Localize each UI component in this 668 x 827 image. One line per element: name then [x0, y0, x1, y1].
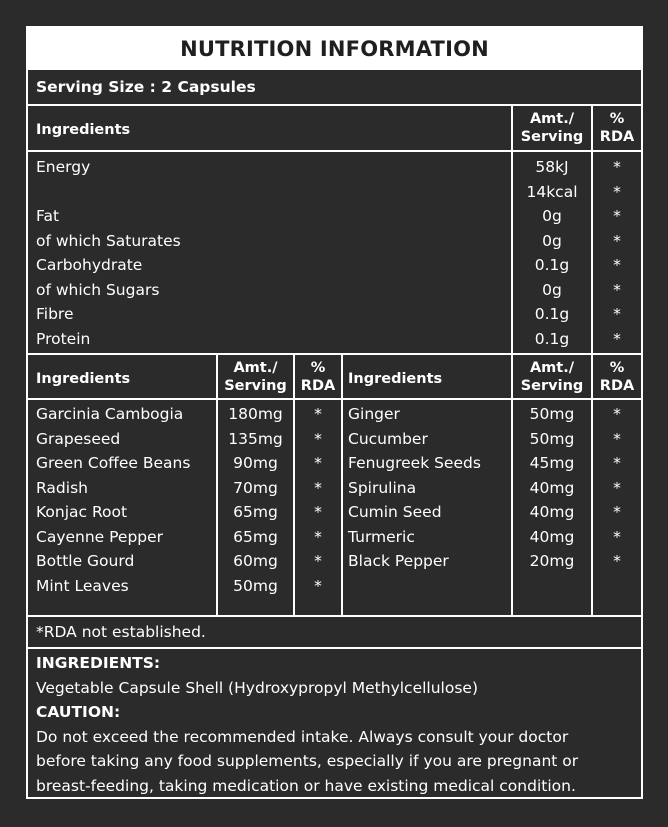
- nutrient-rda: [593, 155, 641, 351]
- list-item: *: [613, 552, 621, 570]
- list-item: *: [314, 527, 322, 546]
- divider: [28, 104, 641, 106]
- list-item: Cumin Seed: [348, 503, 442, 521]
- list-item: *: [613, 454, 621, 472]
- list-item: *: [613, 256, 621, 274]
- list-item: *: [314, 478, 322, 497]
- nutrition-label: [26, 26, 643, 799]
- list-item: *: [613, 429, 621, 448]
- divider: [28, 398, 641, 400]
- list-item: *: [314, 576, 322, 595]
- list-item: Cayenne Pepper: [36, 527, 164, 546]
- caution-heading: CAUTION:: [36, 703, 121, 721]
- list-item: 60mg: [233, 552, 278, 570]
- list-item: Black Pepper: [348, 552, 449, 570]
- ingredients-text: Vegetable Capsule Shell (Hydroxypropyl Methylcellulose): [36, 678, 478, 697]
- list-item: *: [613, 158, 621, 176]
- list-item: 0.1g: [534, 256, 570, 274]
- list-item: *: [314, 503, 322, 521]
- list-item: Bottle Gourd: [36, 552, 135, 570]
- list-item: *: [314, 429, 322, 448]
- list-item: *: [613, 231, 621, 250]
- ingredients-caution-block: [36, 651, 636, 798]
- rda-note: *RDA not established.: [36, 623, 206, 641]
- list-item: Ginger: [348, 405, 400, 423]
- list-item: Energy: [36, 158, 91, 176]
- list-item: Fibre: [36, 305, 74, 323]
- list-item: Turmeric: [348, 527, 415, 546]
- list-item: *: [613, 207, 621, 225]
- amount-header: Amt./ Serving: [224, 360, 287, 394]
- left-ingredient-names: [36, 402, 214, 598]
- nutrient-amounts: [513, 155, 591, 351]
- list-item: 50mg: [529, 429, 575, 448]
- list-item: 65mg: [233, 503, 278, 521]
- list-item: 0g: [542, 231, 562, 250]
- list-item: Fat: [36, 207, 60, 225]
- caution-line: breast-feeding, taking medication or have existing medical condition.: [36, 776, 576, 795]
- rda-header: % RDA: [300, 360, 336, 394]
- list-item: [36, 180, 506, 205]
- divider: [28, 353, 641, 355]
- list-item: *: [613, 329, 621, 348]
- list-item: *: [613, 182, 621, 201]
- list-item: 65mg: [233, 527, 278, 546]
- list-item: of which Saturates: [36, 231, 181, 250]
- right-ingredient-names: [348, 402, 508, 574]
- list-item: 50mg: [233, 576, 278, 595]
- ingredients-heading: INGREDIENTS:: [36, 654, 161, 672]
- list-item: *: [613, 527, 621, 546]
- list-item: 90mg: [233, 454, 278, 472]
- right-ingredient-amounts: [513, 402, 591, 574]
- list-item: 70mg: [233, 478, 278, 497]
- serving-size: Serving Size : 2 Capsules: [36, 78, 256, 96]
- caution-line: Do not exceed the recommended intake. Always consult your doctor: [36, 727, 569, 746]
- list-item: 14kcal: [526, 182, 578, 201]
- list-item: Grapeseed: [36, 429, 121, 448]
- list-item: Carbohydrate: [36, 256, 143, 274]
- list-item: 50mg: [529, 405, 575, 423]
- list-item: Protein: [36, 329, 91, 348]
- list-item: *: [613, 405, 621, 423]
- list-item: *: [314, 405, 322, 423]
- list-item: *: [613, 305, 621, 323]
- list-item: 0g: [542, 280, 562, 299]
- list-item: *: [613, 280, 621, 299]
- caution-line: before taking any food supplements, especially if you are pregnant or: [36, 752, 579, 770]
- ingredients-header: Ingredients: [36, 371, 131, 387]
- list-item: 40mg: [529, 478, 575, 497]
- list-item: 40mg: [529, 527, 575, 546]
- list-item: 180mg: [228, 405, 283, 423]
- divider: [28, 647, 641, 649]
- amount-header: Amt./ Serving: [520, 360, 584, 394]
- list-item: Konjac Root: [36, 503, 128, 521]
- list-item: Mint Leaves: [36, 576, 129, 595]
- left-ingredient-rda: [295, 402, 341, 598]
- list-item: Spirulina: [348, 478, 417, 497]
- list-item: 0.1g: [534, 305, 570, 323]
- list-item: of which Sugars: [36, 280, 160, 299]
- left-ingredient-amounts: [218, 402, 293, 598]
- list-item: Cucumber: [348, 429, 428, 448]
- list-item: 20mg: [529, 552, 575, 570]
- ingredients-header: Ingredients: [36, 122, 131, 138]
- list-item: 40mg: [529, 503, 575, 521]
- list-item: Garcinia Cambogia: [36, 405, 184, 423]
- list-item: *: [613, 503, 621, 521]
- list-item: Radish: [36, 478, 88, 497]
- amount-header: Amt./ Serving: [520, 111, 584, 145]
- divider: [28, 615, 641, 617]
- nutrient-names: [36, 155, 506, 351]
- rda-header: % RDA: [599, 111, 635, 145]
- right-ingredient-rda: [593, 402, 641, 574]
- list-item: Green Coffee Beans: [36, 454, 191, 472]
- ingredients-header: Ingredients: [348, 371, 443, 387]
- column-divider: [341, 355, 343, 615]
- list-item: *: [613, 478, 621, 497]
- label-title: NUTRITION INFORMATION: [28, 28, 641, 70]
- list-item: 135mg: [228, 429, 283, 448]
- list-item: Fenugreek Seeds: [348, 454, 481, 472]
- list-item: 0.1g: [534, 329, 570, 348]
- list-item: 45mg: [529, 454, 575, 472]
- list-item: 58kJ: [535, 158, 569, 176]
- divider: [28, 150, 641, 152]
- list-item: 0g: [542, 207, 562, 225]
- list-item: *: [314, 552, 322, 570]
- rda-header: % RDA: [599, 360, 635, 394]
- list-item: *: [314, 454, 322, 472]
